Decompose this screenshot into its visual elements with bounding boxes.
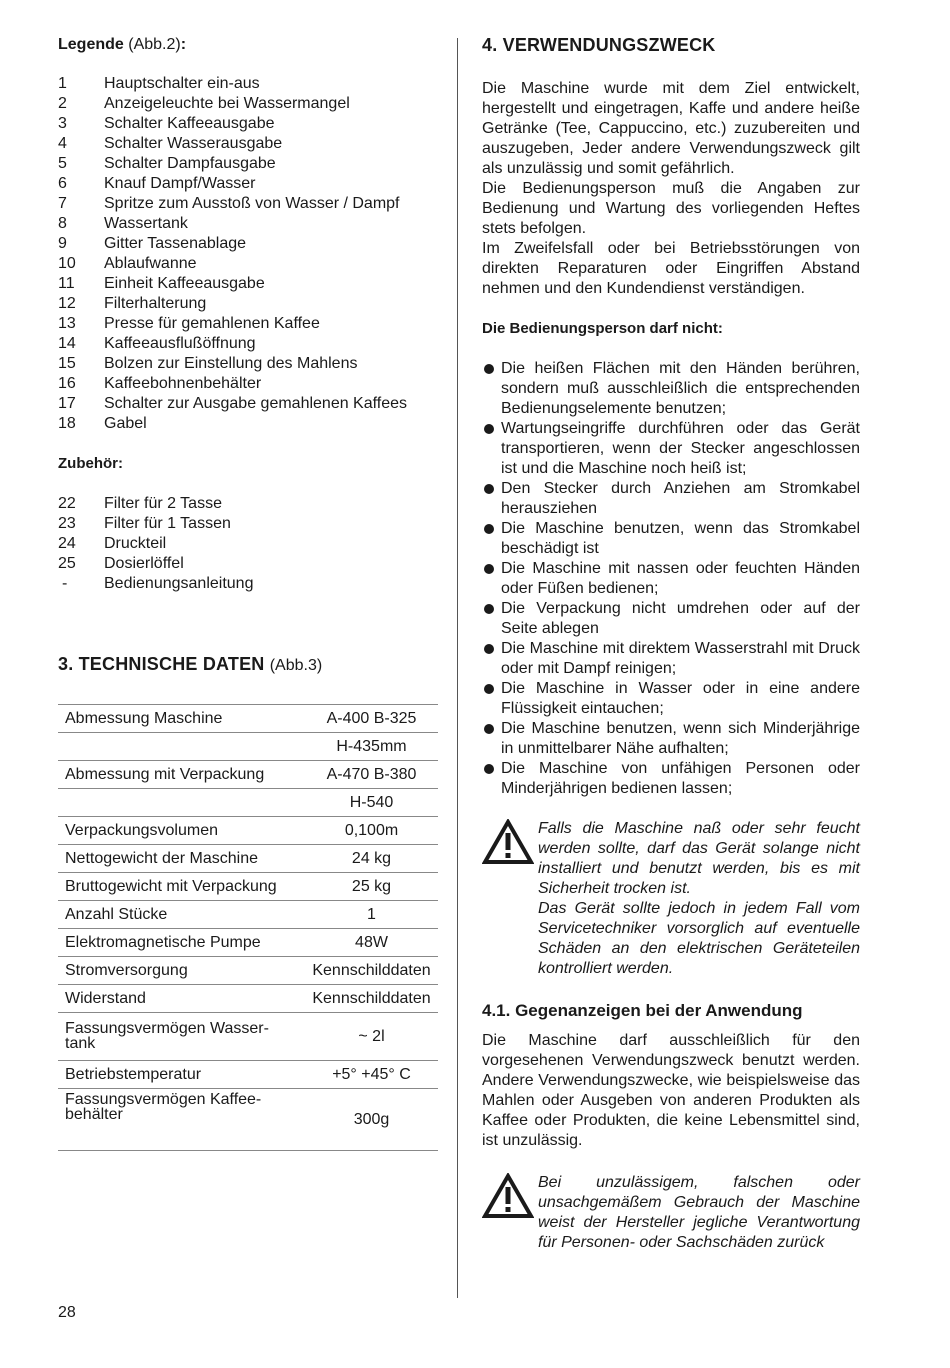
spec-value: 300g bbox=[305, 1089, 438, 1151]
bullet-item bbox=[482, 759, 860, 799]
item-number: 24 bbox=[58, 535, 76, 552]
spec-label: Widerstand bbox=[58, 985, 305, 1013]
table-row bbox=[58, 789, 438, 817]
item-number: 13 bbox=[58, 315, 76, 332]
spec-label: Anzahl Stücke bbox=[58, 901, 305, 929]
list-item bbox=[58, 214, 438, 234]
spec-label: Elektromagnetische Pumpe bbox=[58, 929, 305, 957]
item-number: 9 bbox=[58, 235, 67, 252]
bullet-text: Die Maschine mit direktem Wasserstrahl mit Druck oder mit Dampf reinigen; bbox=[501, 640, 860, 677]
item-label: Kaffeebohnenbehälter bbox=[104, 375, 262, 392]
item-label: Wassertank bbox=[104, 215, 188, 232]
bullet-item bbox=[482, 679, 860, 719]
table-row bbox=[58, 1061, 438, 1089]
bullet-text: Die Maschine in Wasser oder in eine andere Flüssigkeit eintauchen; bbox=[501, 680, 860, 717]
list-item bbox=[58, 194, 438, 214]
spec-label: Stromversorgung bbox=[58, 957, 305, 985]
item-label: Hauptschalter ein-aus bbox=[104, 75, 260, 92]
list-item bbox=[58, 94, 438, 114]
spec-value: ~ 2l bbox=[305, 1013, 438, 1061]
bullet-text: Wartungseingriffe durchführen oder das Gerät transportieren, wenn der Stecker angeschlossen ist und die Maschine noch heiß ist; bbox=[501, 420, 860, 477]
item-label: Bolzen zur Einstellung des Mahlens bbox=[104, 355, 358, 372]
item-label: Presse für gemahlenen Kaffee bbox=[104, 315, 320, 332]
bullet-item bbox=[482, 559, 860, 599]
item-label: Ablaufwanne bbox=[104, 255, 197, 272]
spec-label-line: behälter bbox=[65, 1106, 123, 1123]
item-number: 2 bbox=[58, 95, 67, 112]
spec-label bbox=[58, 1089, 305, 1151]
bullet-text: Den Stecker durch Anziehen am Stromkabel herausziehen bbox=[501, 480, 860, 517]
spec-value: 24 kg bbox=[305, 845, 438, 873]
item-label: Einheit Kaffeeausgabe bbox=[104, 275, 265, 292]
bullet-text: Die Maschine benutzen, wenn sich Minderjährige in unmittelbarer Nähe aufhalten; bbox=[501, 720, 860, 757]
item-label: Schalter Wasserausgabe bbox=[104, 135, 283, 152]
list-item bbox=[58, 374, 438, 394]
spec-value: 25 kg bbox=[305, 873, 438, 901]
bullet-dot-icon bbox=[484, 364, 494, 374]
spec-label-line: Fassungsvermögen Wasser- bbox=[65, 1020, 269, 1037]
list-item bbox=[58, 134, 438, 154]
item-number: 16 bbox=[58, 375, 76, 392]
list-item bbox=[58, 154, 438, 174]
spec-value: Kennschilddaten bbox=[305, 985, 438, 1013]
contra-heading: 4.1. Gegenanzeigen bei der Anwendung bbox=[482, 1001, 803, 1020]
item-number: 4 bbox=[58, 135, 67, 152]
list-item bbox=[58, 334, 438, 354]
bullet-dot-icon bbox=[484, 644, 494, 654]
spec-value: 48W bbox=[305, 929, 438, 957]
bullet-item bbox=[482, 359, 860, 419]
bullet-item bbox=[482, 719, 860, 759]
item-label: Filter für 2 Tasse bbox=[104, 495, 222, 512]
bullet-text: Die Verpackung nicht umdrehen oder auf der Seite ablegen bbox=[501, 600, 860, 637]
item-label: Filter für 1 Tassen bbox=[104, 515, 231, 532]
table-row bbox=[58, 985, 438, 1013]
usage-paragraph: Im Zweifelsfall oder bei Betriebsstörungen von direkten Reparaturen oder Eingriffen Abstand nehmen und den Kundendienst verständigen. bbox=[482, 240, 860, 297]
item-label: Spritze zum Ausstoß von Wasser / Dampf bbox=[104, 195, 400, 212]
item-number: 17 bbox=[58, 395, 76, 412]
list-item bbox=[58, 314, 438, 334]
bullet-item bbox=[482, 519, 860, 559]
item-label: Dosierlöffel bbox=[104, 555, 184, 572]
list-item bbox=[58, 354, 438, 374]
bullet-dot-icon bbox=[484, 604, 494, 614]
spec-label-line: Fassungsvermögen Kaffee- bbox=[65, 1091, 262, 1108]
bullet-text: Die heißen Flächen mit den Händen berühren, sondern muß ausschleißlich die entsprechenden Bedienungselemente benutzen; bbox=[501, 360, 860, 417]
spec-label: Abmessung Maschine bbox=[58, 705, 305, 733]
list-item bbox=[58, 274, 438, 294]
contra-paragraph: Die Maschine darf ausschleißlich für den vorgesehenen Verwendungszweck benutzt werden. Andere Verwendungszwecke, wie beispielsweise das Mahlen oder Ausgeben von anderen Produkten als Kaffee oder Produkten, die keine Lebensmittel sind, ist unzulässig. bbox=[482, 1032, 860, 1149]
tech-table bbox=[58, 704, 438, 1151]
item-label: Bedienungsanleitung bbox=[104, 575, 254, 592]
usage-intro bbox=[482, 79, 860, 299]
spec-value: 0,100m bbox=[305, 817, 438, 845]
list-item bbox=[58, 414, 438, 434]
spec-label: Verpackungsvolumen bbox=[58, 817, 305, 845]
item-number: 5 bbox=[58, 155, 67, 172]
item-label: Kaffeeausflußöffnung bbox=[104, 335, 256, 352]
list-item bbox=[58, 574, 438, 594]
not-allowed-list bbox=[482, 359, 860, 799]
item-label: Filterhalterung bbox=[104, 295, 207, 312]
spec-label: Nettogewicht der Maschine bbox=[58, 845, 305, 873]
item-number: 18 bbox=[58, 415, 76, 432]
item-label: Anzeigeleuchte bei Wassermangel bbox=[104, 95, 350, 112]
spec-label: Abmessung mit Verpackung bbox=[58, 761, 305, 789]
right-column bbox=[482, 34, 860, 1253]
table-row bbox=[58, 817, 438, 845]
list-item bbox=[58, 114, 438, 134]
item-number: 8 bbox=[58, 215, 67, 232]
item-number: 3 bbox=[58, 115, 67, 132]
warning-triangle-icon bbox=[482, 1173, 538, 1224]
spec-label bbox=[58, 789, 305, 817]
legend-list bbox=[58, 74, 438, 434]
table-row bbox=[58, 845, 438, 873]
list-item bbox=[58, 174, 438, 194]
list-item bbox=[58, 514, 438, 534]
table-row bbox=[58, 733, 438, 761]
list-item bbox=[58, 294, 438, 314]
table-row bbox=[58, 901, 438, 929]
spec-label: Betriebstemperatur bbox=[58, 1061, 305, 1089]
column-divider bbox=[457, 38, 458, 1298]
spec-label-line: tank bbox=[65, 1035, 96, 1052]
spec-label bbox=[58, 733, 305, 761]
warning-text: Bei unzulässigem, falschen oder unsachgemäßem Gebrauch der Maschine weist der Hersteller jegliche Verantwortung für Personen- oder Sachschäden zurück bbox=[538, 1174, 860, 1251]
list-item bbox=[58, 394, 438, 414]
item-label: Gabel bbox=[104, 415, 147, 432]
legend-title: Legende (Abb.2): bbox=[58, 36, 187, 53]
not-allowed-title: Die Bedienungsperson darf nicht: bbox=[482, 320, 723, 337]
list-item bbox=[58, 74, 438, 94]
bullet-text: Die Maschine benutzen, wenn das Stromkabel beschädigt ist bbox=[501, 520, 860, 557]
spec-value: A-400 B-325 bbox=[305, 705, 438, 733]
item-label: Druckteil bbox=[104, 535, 167, 552]
bullet-item bbox=[482, 479, 860, 519]
table-row bbox=[58, 1013, 438, 1061]
item-number: 7 bbox=[58, 195, 67, 212]
usage-paragraph: Die Bedienungsperson muß die Angaben zur Bedienung und Wartung des vorliegenden Heftes stets befolgen. bbox=[482, 180, 860, 237]
usage-paragraph: Die Maschine wurde mit dem Ziel entwickelt, hergestellt und eingetragen, Kaffe und andere heiße Getränke (Tee, Cappuccino, etc.) zuzubereiten und auszugeben, Jeder andere Verwendungszweck gilt als unzulässig und somit gefährlich. bbox=[482, 80, 860, 177]
spec-label: Bruttogewicht mit Verpackung bbox=[58, 873, 305, 901]
bullet-item bbox=[482, 639, 860, 679]
spec-value: H-435mm bbox=[305, 733, 438, 761]
accessories-title: Zubehör: bbox=[58, 455, 123, 472]
spec-value: +5° +45° C bbox=[305, 1061, 438, 1089]
list-item bbox=[58, 494, 438, 514]
table-row bbox=[58, 873, 438, 901]
left-column bbox=[58, 34, 438, 1151]
item-number: 6 bbox=[58, 175, 67, 192]
item-number: 15 bbox=[58, 355, 76, 372]
list-item bbox=[58, 234, 438, 254]
warning-text: Das Gerät sollte jedoch in jedem Fall vom Servicetechniker vorsorglich auf eventuelle Schäden an den elektrischen Geräteteilen kontrolliert werden. bbox=[538, 900, 860, 977]
bullet-dot-icon bbox=[484, 684, 494, 694]
accessories-list bbox=[58, 494, 438, 594]
bullet-dot-icon bbox=[484, 724, 494, 734]
spec-label bbox=[58, 1013, 305, 1061]
spec-value: A-470 B-380 bbox=[305, 761, 438, 789]
table-row bbox=[58, 929, 438, 957]
spec-value: 1 bbox=[305, 901, 438, 929]
item-number: 10 bbox=[58, 255, 76, 272]
warning-block-1 bbox=[482, 819, 860, 979]
bullet-dot-icon bbox=[484, 424, 494, 434]
item-number: 23 bbox=[58, 515, 76, 532]
item-number: 1 bbox=[58, 75, 67, 92]
item-label: Schalter Dampfausgabe bbox=[104, 155, 276, 172]
table-row bbox=[58, 957, 438, 985]
warning-block-2 bbox=[482, 1173, 860, 1253]
item-label: Knauf Dampf/Wasser bbox=[104, 175, 256, 192]
bullet-text: Die Maschine von unfähigen Personen oder Minderjährigen bedienen lassen; bbox=[501, 760, 860, 797]
page-number: 28 bbox=[58, 1304, 76, 1321]
warning-text: Falls die Maschine naß oder sehr feucht werden sollte, darf das Gerät solange nicht installiert und benutzt werden, bis es mit Sicherheit trocken ist. bbox=[538, 820, 860, 897]
bullet-item bbox=[482, 419, 860, 479]
item-number: 22 bbox=[58, 495, 76, 512]
tech-heading: 3. TECHNISCHE DATEN (Abb.3) bbox=[58, 654, 323, 674]
item-label: Schalter zur Ausgabe gemahlenen Kaffees bbox=[104, 395, 408, 412]
item-number: - bbox=[62, 575, 68, 592]
list-item bbox=[58, 554, 438, 574]
spec-value: H-540 bbox=[305, 789, 438, 817]
bullet-dot-icon bbox=[484, 564, 494, 574]
bullet-dot-icon bbox=[484, 764, 494, 774]
bullet-item bbox=[482, 599, 860, 639]
list-item bbox=[58, 254, 438, 274]
table-row bbox=[58, 705, 438, 733]
item-number: 25 bbox=[58, 555, 76, 572]
bullet-text: Die Maschine mit nassen oder feuchten Händen oder Füßen bedienen; bbox=[501, 560, 860, 597]
bullet-dot-icon bbox=[484, 524, 494, 534]
item-label: Schalter Kaffeeausgabe bbox=[104, 115, 275, 132]
item-label: Gitter Tassenablage bbox=[104, 235, 247, 252]
spec-value: Kennschilddaten bbox=[305, 957, 438, 985]
item-number: 14 bbox=[58, 335, 76, 352]
warning-triangle-icon bbox=[482, 819, 538, 870]
table-row bbox=[58, 761, 438, 789]
table-row bbox=[58, 1089, 438, 1151]
list-item bbox=[58, 534, 438, 554]
bullet-dot-icon bbox=[484, 484, 494, 494]
usage-heading: 4. VERWENDUNGSZWECK bbox=[482, 35, 716, 55]
item-number: 12 bbox=[58, 295, 76, 312]
item-number: 11 bbox=[58, 275, 75, 292]
